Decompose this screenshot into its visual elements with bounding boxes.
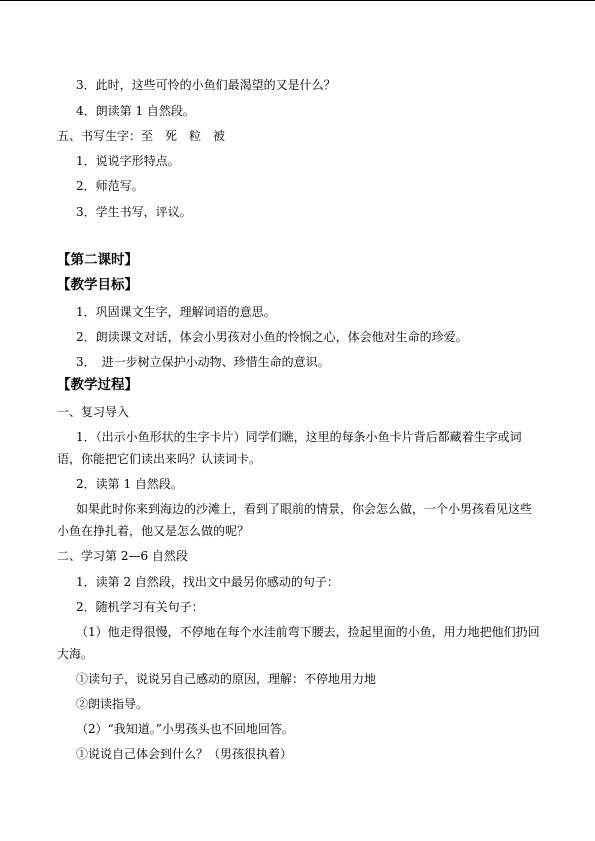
review-heading: 一、复习导入 bbox=[57, 405, 130, 419]
section-5-heading: 五、书写生字：至 死 粒 被 bbox=[57, 129, 226, 143]
sentence-1-cont: 大海。 bbox=[57, 647, 94, 661]
sentence-1-task-a: ①读句子，说说另自己感动的原因，理解：不停地用力地 bbox=[76, 672, 377, 686]
sentence-2: （2）“我知道。”小男孩头也不回地回答。 bbox=[76, 722, 294, 736]
review-step-1: 1．（出示小鱼形状的生字卡片）同学们瞧，这里的每条小鱼卡片背后都藏着生字或词 bbox=[76, 430, 522, 444]
step-4-read: 4．朗读第 1 自然段。 bbox=[76, 104, 195, 118]
sentence-2-task-a: ①说说自己体会到什么？（男孩很执着） bbox=[76, 747, 293, 761]
scenario-paragraph: 如果此时你来到海边的沙滩上，看到了眼前的情景，你会怎么做，一个小男孩看见这些 bbox=[76, 502, 533, 516]
goal-2: 2．朗读课文对话，体会小男孩对小鱼的怜悯之心，体会他对生命的珍爱。 bbox=[76, 330, 468, 344]
goals-heading: 【教学目标】 bbox=[57, 277, 138, 293]
lesson-2-heading: 【第二课时】 bbox=[57, 252, 138, 268]
sentence-1-task-b: ②朗读指导。 bbox=[76, 697, 149, 711]
scenario-paragraph-cont: 小鱼在挣扎着，他又是怎么做的呢？ bbox=[57, 524, 250, 538]
writing-step-3: 3．学生书写，评议。 bbox=[76, 205, 192, 219]
goal-3: 3． 进一步树立保护小动物、珍惜生命的意识。 bbox=[76, 355, 330, 369]
review-step-1-cont: 语，你能把它们读出来吗？认读词卡。 bbox=[57, 452, 262, 466]
study-heading: 二、学习第 2—6 自然段 bbox=[57, 549, 188, 563]
writing-step-2: 2．师范写。 bbox=[76, 179, 144, 193]
study-step-1: 1．读第 2 自然段，找出文中最另你感动的句子： bbox=[76, 575, 339, 589]
review-step-2: 2．读第 1 自然段。 bbox=[76, 477, 183, 491]
goal-1: 1．巩固课文生字，理解词语的意思。 bbox=[76, 305, 276, 319]
process-heading: 【教学过程】 bbox=[57, 377, 138, 393]
writing-step-1: 1．说说字形特点。 bbox=[76, 154, 180, 168]
step-3-question: 3．此时，这些可怜的小鱼们最渴望的又是什么？ bbox=[76, 78, 336, 92]
sentence-1: （1）他走得很慢，不停地在每个水洼前弯下腰去，捡起里面的小鱼，用力地把他们扔回 bbox=[76, 625, 540, 639]
study-step-2: 2．随机学习有关句子： bbox=[76, 600, 204, 614]
header-rule bbox=[0, 0, 595, 1]
